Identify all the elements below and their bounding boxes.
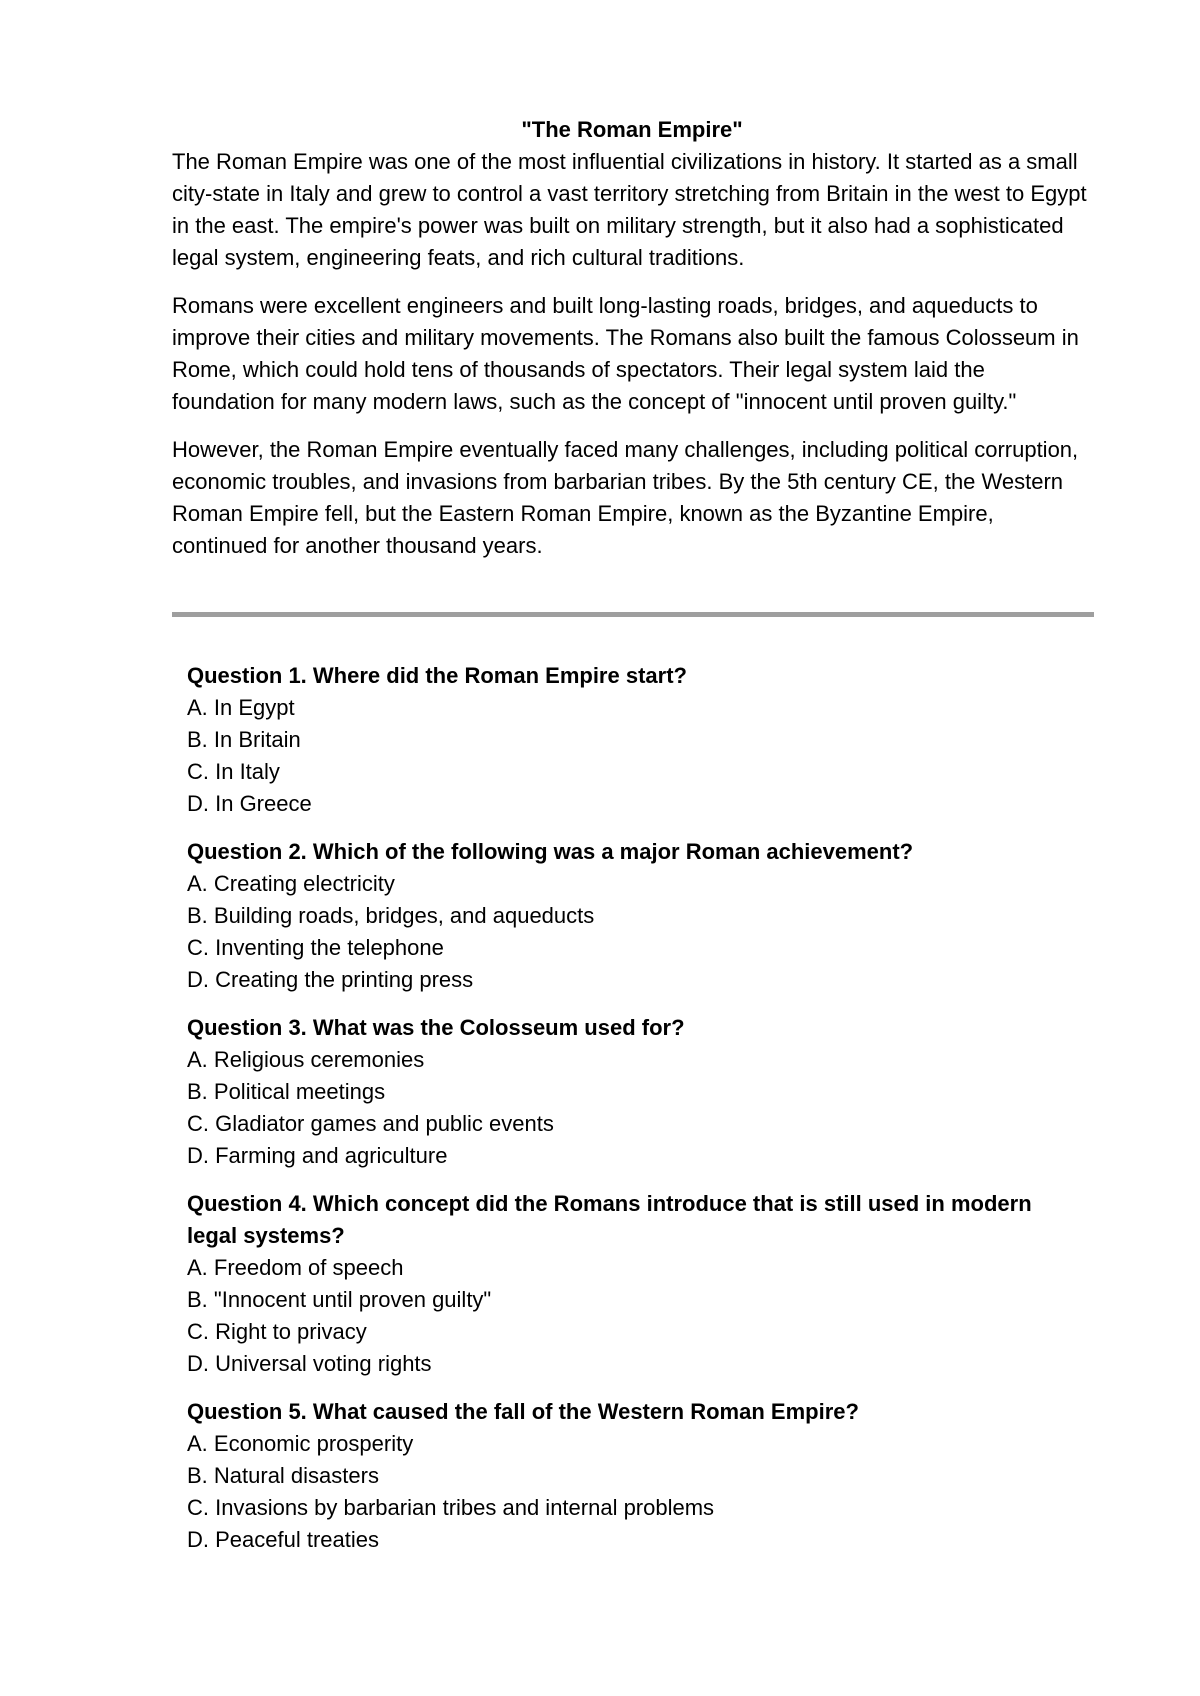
section-divider — [172, 612, 1094, 617]
answer-option: B. "Innocent until proven guilty" — [187, 1287, 492, 1312]
answer-option: D. In Greece — [187, 791, 312, 816]
answer-option: D. Creating the printing press — [187, 967, 474, 992]
document-title: "The Roman Empire" — [521, 117, 743, 142]
question-list — [187, 660, 1087, 1572]
question-2 — [187, 836, 1087, 996]
answer-option: B. Natural disasters — [187, 1463, 379, 1488]
question-1 — [187, 660, 1087, 820]
answer-option: C. Invasions by barbarian tribes and internal problems — [187, 1495, 715, 1520]
answer-option: B. Building roads, bridges, and aqueducts — [187, 903, 595, 928]
question-5 — [187, 1396, 1087, 1556]
answer-option: C. Right to privacy — [187, 1319, 367, 1344]
answer-option: B. In Britain — [187, 727, 301, 752]
answer-option: D. Peaceful treaties — [187, 1527, 379, 1552]
answer-option: C. In Italy — [187, 759, 280, 784]
question-4 — [187, 1188, 1087, 1380]
question-title: Question 5. What caused the fall of the Western Roman Empire? — [187, 1399, 859, 1424]
question-title: Question 1. Where did the Roman Empire start? — [187, 663, 687, 688]
answer-option: A. Religious ceremonies — [187, 1047, 425, 1072]
answer-option: A. Freedom of speech — [187, 1255, 404, 1280]
answer-option: B. Political meetings — [187, 1079, 386, 1104]
reading-passage — [172, 114, 1092, 562]
answer-option: D. Farming and agriculture — [187, 1143, 448, 1168]
passage-paragraph-2: Romans were excellent engineers and built long-lasting roads, bridges, and aqueducts to improve their cities and military movements. The Romans also built the famous Colosseum in Rome, which could hold tens of thousands of spectators. Their legal system laid the foundation for many modern laws, such as the concept of "innocent until proven guilty." — [172, 293, 1079, 414]
question-title: Question 2. Which of the following was a major Roman achievement? — [187, 839, 914, 864]
question-3 — [187, 1012, 1087, 1172]
answer-option: A. In Egypt — [187, 695, 295, 720]
answer-option: C. Inventing the telephone — [187, 935, 444, 960]
question-title: Question 4. Which concept did the Romans introduce that is still used in modern legal systems? — [187, 1191, 1032, 1248]
answer-option: A. Economic prosperity — [187, 1431, 414, 1456]
answer-option: A. Creating electricity — [187, 871, 395, 896]
answer-option: C. Gladiator games and public events — [187, 1111, 554, 1136]
passage-paragraph-3: However, the Roman Empire eventually faced many challenges, including political corruption, economic troubles, and invasions from barbarian tribes. By the 5th century CE, the Western Roman Empire fell, but the Eastern Roman Empire, known as the Byzantine Empire, continued for another thousand years. — [172, 437, 1079, 558]
question-title: Question 3. What was the Colosseum used for? — [187, 1015, 685, 1040]
passage-paragraph-1: The Roman Empire was one of the most influential civilizations in history. It started as a small city-state in Italy and grew to control a vast territory stretching from Britain in the west to Egypt in the east. The empire's power was built on military strength, but it also had a sophisticated legal system, engineering feats, and rich cultural traditions. — [172, 149, 1087, 270]
answer-option: D. Universal voting rights — [187, 1351, 432, 1376]
